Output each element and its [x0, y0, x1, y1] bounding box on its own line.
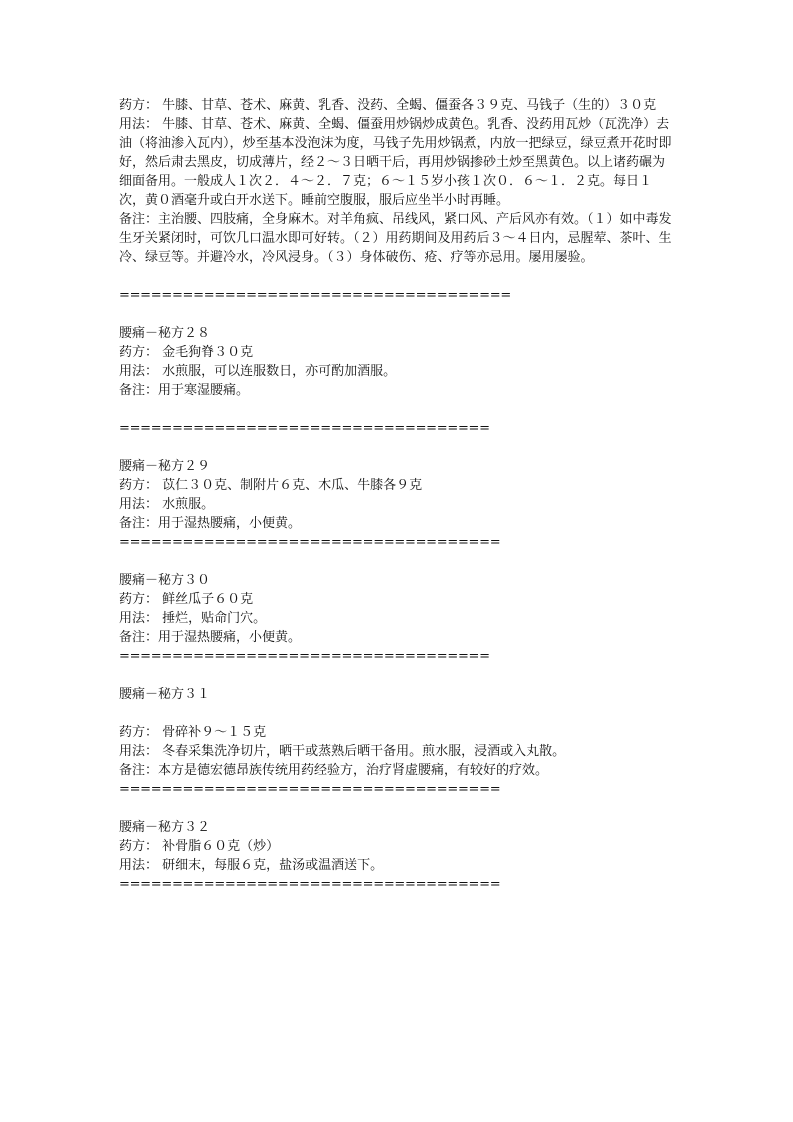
usage-line: 用法： 水煎服，可以连服数日，亦可酌加酒服。 — [119, 364, 397, 379]
recipe-title-32: 腰痛－秘方３２ — [119, 820, 211, 835]
separator-line: ==================================== — [119, 877, 501, 892]
usage-line: 用法： 捶烂，贴命门穴。 — [119, 611, 267, 626]
separator-line: =================================== — [119, 421, 490, 436]
recipe-title-29: 腰痛－秘方２９ — [119, 459, 211, 474]
separator-line: ==================================== — [119, 535, 501, 550]
note-line: 备注：主治腰、四肢痛，全身麻木。对羊角疯、吊线风，紧口风、产后风亦有效。（１）如中毒发生牙关紧闭时，可饮几口温水即可好转。（２）用药期间及用药后３～４日内，忌腥荤、茶叶、生冷、绿豆等。并避冷水，冷风浸身。（３）身体破伤、疮、疗等亦忌用。屡用屡验。 — [119, 212, 672, 265]
usage-line: 用法： 研细末，每服６克，盐汤或温酒送下。 — [119, 858, 384, 873]
usage-line: 用法： 牛膝、甘草、苍术、麻黄、全蝎、僵蚕用炒锅炒成黄色。乳香、没药用瓦炒（瓦洗净）去油（将油渗入瓦内），炒至基本没泡沫为度，马钱子先用炒锅煮，内放一把绿豆，绿豆煮开花时即好，然后肃去黑皮，切成薄片，经２～３日晒干后，再用炒锅掺砂土炒至黑黄色。以上诸药碾为细面备用。一般成人１次２．４～２．７克；６～１５岁小孩１次０．６～１．２克。每日１次，黄０酒毫升或白开水送下。睡前空腹服，服后应坐半小时再睡。 — [119, 117, 672, 208]
note-line: 备注：用于寒湿腰痛。 — [119, 383, 250, 398]
formula-line: 药方： 牛膝、甘草、苍术、麻黄、乳香、没药、全蝎、僵蚕各３９克、马钱子（生的）３０克 — [119, 98, 657, 113]
separator-line: ===================================== — [119, 288, 511, 303]
formula-line: 药方： 鲜丝瓜子６０克 — [119, 592, 254, 607]
note-line: 备注：用于湿热腰痛，小便黄。 — [119, 516, 302, 531]
usage-line: 用法： 水煎服。 — [119, 497, 215, 512]
formula-line: 药方： 补骨脂６０克（炒） — [119, 839, 280, 854]
usage-line: 用法： 冬春采集洗净切片，晒干或蒸熟后晒干备用。煎水服，浸酒或入丸散。 — [119, 744, 566, 759]
recipe-title-28: 腰痛－秘方２８ — [119, 326, 211, 341]
separator-line: =================================== — [119, 649, 490, 664]
recipe-title-31: 腰痛－秘方３１ — [119, 687, 211, 702]
note-line: 备注：本方是德宏德昂族传统用药经验方，治疗肾虚腰痛，有较好的疗效。 — [119, 763, 549, 778]
formula-line: 药方： 骨碎补９～１５克 — [119, 725, 267, 740]
note-line: 备注：用于湿热腰痛，小便黄。 — [119, 630, 302, 645]
recipe-title-30: 腰痛－秘方３０ — [119, 573, 211, 588]
formula-line: 药方： 苡仁３０克、制附片６克、木瓜、牛膝各９克 — [119, 478, 423, 493]
separator-line: ==================================== — [119, 782, 501, 797]
formula-line: 药方： 金毛狗脊３０克 — [119, 345, 254, 360]
document-body — [119, 96, 675, 894]
